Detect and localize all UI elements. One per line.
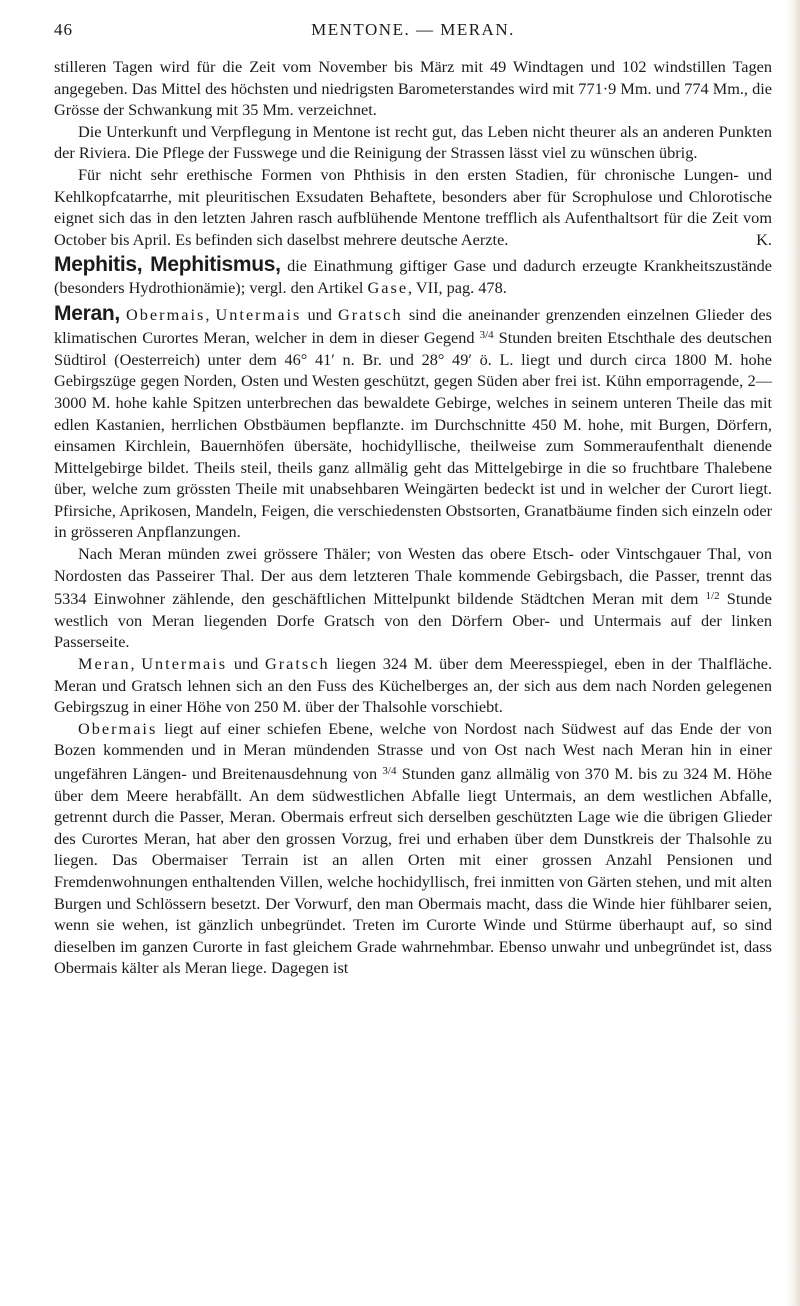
entry-keyword-meran: Meran, xyxy=(54,301,120,325)
cross-reference-gase: Gase xyxy=(367,277,409,297)
author-signature: K. xyxy=(756,229,772,249)
meran-overview-text: sind die aneinander grenzenden einzelnen Glieder des klimatischen Curortes Meran, welcher in dem in dieser Gegend xyxy=(54,304,772,348)
mentone-paragraph-climate: stilleren Tagen wird für die Zeit vom November bis März mit 49 Windtagen und 102 windstillen Tagen angegeben. Das Mittel des höchsten und niedrigsten Barometerstandes wird mit 771·9 Mm. und 774 Mm., die Grösse der Schwankung mit 35 Mm. verzeichnet. xyxy=(54,57,772,120)
page-number: 46 xyxy=(54,20,73,39)
page-header xyxy=(54,16,772,46)
fraction: 1/2 xyxy=(705,590,720,603)
article-body xyxy=(54,56,772,979)
mentone-paragraph-indications xyxy=(54,164,772,250)
entry-keyword-mephitis: Mephitis, Mephitismus, xyxy=(54,253,281,277)
place-name: Meran xyxy=(78,654,131,674)
page-edge-shadow xyxy=(786,0,800,1306)
meran-paragraph-valleys: Nach Meran münden zwei grössere Thäler; von Westen das obere Etsch- oder Vintschgauer Thal, von Nordosten das Passeirer Thal. Der aus dem letzteren Thale kommende Gebirgsbach, die Passer, trennt das 5334 Einwohner zählende, den geschäftlichen Mittelpunkt bildende Städtchen Meran mit dem $^{1/2}$ Stunde westlich von Meran liegenden Dorfe Gratsch von den Dörfern Ober- und Untermais auf der linken Passerseite. xyxy=(54,544,772,652)
mephitis-definition: die Einathmung giftiger Gase und dadurch erzeugte Krankheitszustände (besonders Hydrothionämie); vergl. den Artikel xyxy=(54,256,772,297)
place-name: Obermais xyxy=(78,718,158,738)
running-title: MENTONE. — MERAN. xyxy=(311,20,515,39)
mentone-paragraph-lodging: Die Unterkunft und Verpflegung in Mentone ist recht gut, das Leben nicht theurer als an anderen Punkten der Riviera. Die Pflege der Fusswege und die Reinigung der Strassen lässt viel zu wünschen übrig. xyxy=(54,121,772,163)
meran-overview-text-cont: Stunden breiten Etschthale des deutschen Südtirol (Oesterreich) unter dem 46° 41′ n. Br. und 28° 49′ ö. L. liegt und durch circa 1800 M. hohe Gebirgszüge gegen Norden, Osten und Westen geschützt, gegen Süden aber frei ist. Kühn emporragende, 2—3000 M. hohe kahle Spitzen unterbrechen das bewaldete Gebirge, welches in seinem unteren Theile das mit edlen Kastanien, herrlichen Obstbäumen bepflanzte. im Durchschnitte 450 M. hohe, mit Burgen, Dörfern, einsamen Kirchlein, Bauernhöfen übersäte, hochidyllische, theilweise zum Sommeraufenthalt dienende Mittelgebirge bildet. Theils steil, theils ganz allmälig geht das Mittelgebirge in die so fruchtbare Thalebene über, welche zum grössten Theile mit unabsehbaren Weingärten bedeckt ist und in welcher der Curort liegt. Pfirsiche, Aprikosen, Mandeln, Feigen, die verschiedensten Obstsorten, Granatbäume finden sich einzeln oder in grösseren Anpflanzungen. xyxy=(54,328,772,542)
place-name: Obermais xyxy=(126,304,206,324)
entry-mephitis xyxy=(54,254,772,298)
mentone-indications-text: Für nicht sehr erethische Formen von Phthisis in den ersten Stadien, für chronische Lungen- und Kehlkopfcatarrhe, mit pleuritischen Exsudaten Behaftete, besonders aber für Scrophulose und Chlorotische eignet sich das in den letzten Jahren rasch aufblühende Mentone trefflich als Aufenthaltsort für die Zeit vom October bis April. Es befinden sich daselbst mehrere deutsche Aerzte. xyxy=(54,164,772,249)
meran-paragraph-obermais: Obermais liegt auf einer schiefen Ebene, welche von Nordost nach Südwest auf das Ende der von Bozen kommenden und in Meran mündenden Strasse und von Ost nach West nach Meran hin in einer ungefähren Längen- und Breitenausdehnung von $^{3/4}$ Stunden ganz allmälig von 370 M. bis zu 324 M. Höhe über dem Meere herabfällt. An dem südwestlichen Abfalle liegt Untermais, an dem westlichen Abfalle, getrennt durch die Passer, Meran. Obermais erfreut sich derselben geschützten Lage wie die übrigen Glieder des Curortes Meran, hat aber den grossen Vorzug, frei und erhaben über dem Dunstkreis der Thalsohle zu liegen. Das Obermaiser Terrain ist an allen Orten mit einer grossen Anzahl Pensionen und Fremdenwohnungen enthaltenden Villen, welche hochidyllisch, frei inmitten von Gärten stehen, und mit alten Burgen und Schlössern besetzt. Der Vorwurf, den man Obermais macht, dass die Winde hier fühlbarer seien, wenn sie wehen, ist gänzlich unbegründet. Treten im Curorte Winde und Stürme überhaupt auf, so sind dieselben im ganzen Curorte in fast gleichem Grade wahrnehmbar. Ebenso unwahr und unbegründet ist, dass Obermais kälter als Meran liege. Dagegen ist xyxy=(54,718,773,978)
place-name: Gratsch xyxy=(338,304,403,324)
entry-meran: Meran, Obermais, Untermais und Gratsch sind die aneinander grenzenden einzelnen Glieder des klimatischen Curortes Meran, welcher in dem in dieser Gegend $^{3/4}$ Stunden breiten Etschthale des deutschen Südtirol (Oesterreich) unter dem 46° 41′ n. Br. und 28° 49′ ö. L. liegt und durch circa 1800 M. hohe Gebirgszüge gegen Norden, Osten und Westen geschützt, gegen Süden aber frei ist. Kühn emporragende, 2—3000 M. hohe kahle Spitzen unterbrechen das bewaldete Gebirge, welches in seinem unteren Theile das mit edlen Kastanien, herrlichen Obstbäumen bepflanzte. im Durchschnitte 450 M. hohe, mit Burgen, Dörfern, einsamen Kirchlein, Bauernhöfen übersäte, hochidyllische, theilweise zum Sommeraufenthalt dienende Mittelgebirge bildet. Theils steil, theils ganz allmälig geht das Mittelgebirge in die so fruchtbare Thalebene über, welche zum grössten Theile mit unabsehbaren Weingärten bedeckt ist und in welcher der Curort liegt. Pfirsiche, Aprikosen, Mandeln, Feigen, die verschiedensten Obstsorten, Granatbäume finden sich einzeln oder in grösseren Anpflanzungen. xyxy=(54,301,772,542)
place-name: Untermais xyxy=(215,304,302,324)
fraction: 3/4 xyxy=(479,329,494,342)
place-name: Gratsch xyxy=(264,654,330,674)
mephitis-reference-tail: , VII, pag. 478. xyxy=(408,277,507,297)
fraction: 3/4 xyxy=(382,765,397,777)
place-name: Untermais xyxy=(141,654,228,674)
meran-paragraph-elevation: Meran, Untermais und Gratsch liegen 324 M. über dem Meeresspiegel, eben in der Thalfläche. Meran und Gratsch lehnen sich an den Fuss des Küchelberges an, der sich aus dem nach Norden gelegenen Gebirgszug in einer Höhe von 250 M. über der Thalsohle vorschiebt. xyxy=(54,654,773,717)
